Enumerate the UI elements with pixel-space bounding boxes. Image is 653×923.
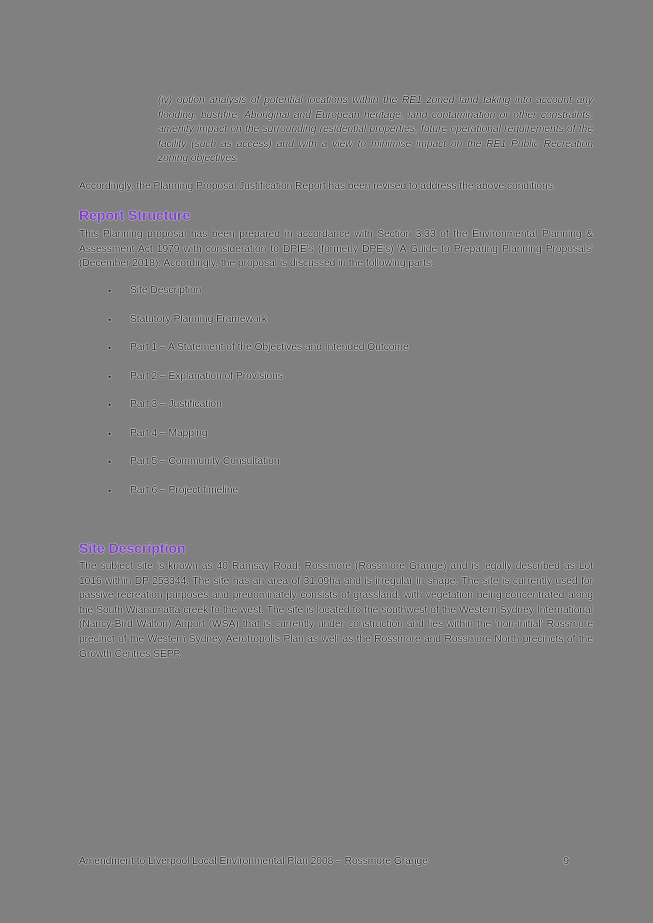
list-item-label: Part 4 – Mapping	[130, 427, 208, 439]
report-structure-heading: Report Structure	[79, 207, 191, 223]
page-number: 9	[563, 856, 569, 867]
list-item-label: Part 2 – Explanation of Provisions	[130, 370, 283, 382]
page-footer	[79, 856, 569, 868]
list-item	[108, 284, 409, 313]
list-item	[108, 427, 409, 456]
bullet-icon: •	[108, 343, 112, 353]
bullet-icon: •	[108, 428, 112, 439]
bullet-icon: •	[108, 371, 112, 382]
report-parts-list	[108, 284, 409, 512]
list-item	[108, 398, 409, 427]
bullet-icon: •	[108, 485, 112, 496]
quoted-condition-text: (iv) option analysis of potential locations within the RE1 zoned land taking into account any flooding, bushfire, Aboriginal and European heritage, land contamination or other constraints, amenity impact on the surrounding residential properties, future operational requirements of the facility (such as access) and with a view to minimise impact on the RE1 Public Recreation zoning objectives.	[158, 95, 593, 165]
footer-title: Amendment to Liverpool Local Environmental Plan 2008 – Rossmore Grange	[79, 856, 428, 867]
bullet-icon: •	[108, 457, 112, 467]
accordingly-paragraph: Accordingly, the Planning Proposal Justification Report has been revised to address the above conditions.	[79, 181, 556, 192]
site-description-heading: Site Description	[79, 540, 186, 556]
site-description-paragraph: The subject site is known as 40 Ramsay Road, Rossmore (Rossmore Grange) and is legally described as Lot 1016 within DP 253344. The site has an area of 31.09ha and is irregular in shape. The site is currently used for passive recreation purposes and predominately consists of grassland, with vegetation being concentrated along the South Wianamatta creek to the west. The site is located to the southwest of the Western Sydney International (Nancy-Bird Walton) Airport (WSA) that is currently under construction and lies within the 'non-initial' Rossmore precinct of the Western Sydney Aerotropolis Plan as well as the Rossmore and Rossmore North precincts of the Growth Centres SEPP.	[79, 561, 593, 660]
bullet-icon: •	[108, 314, 112, 325]
list-item-label: Site Description	[130, 285, 202, 296]
list-item-label: Part 3 – Justification	[130, 399, 222, 410]
list-item-label: Part 5 – Community Consultation	[130, 456, 280, 467]
list-item-label: Part 1 – A Statement of the Objectives and Intended Outcome	[130, 342, 409, 353]
list-item	[108, 341, 409, 370]
report-structure-intro: This Planning proposal has been prepared in accordance with Section 3.33 of the Environmental Planning & Assessment Act 1979 with consideration to DPIE's (formerly DPE's) 'A Guide to Preparing Planning Proposals' (December 2018). Accordingly, the proposal is discussed in the following parts:	[79, 229, 593, 270]
list-item	[108, 484, 409, 513]
list-item	[108, 313, 409, 342]
list-item	[108, 370, 409, 399]
bullet-icon: •	[108, 400, 112, 410]
list-item	[108, 455, 409, 484]
list-item-label: Statutory Planning Framework	[130, 313, 268, 325]
list-item-label: Part 6 – Project timeline	[130, 484, 239, 496]
bullet-icon: •	[108, 286, 112, 296]
